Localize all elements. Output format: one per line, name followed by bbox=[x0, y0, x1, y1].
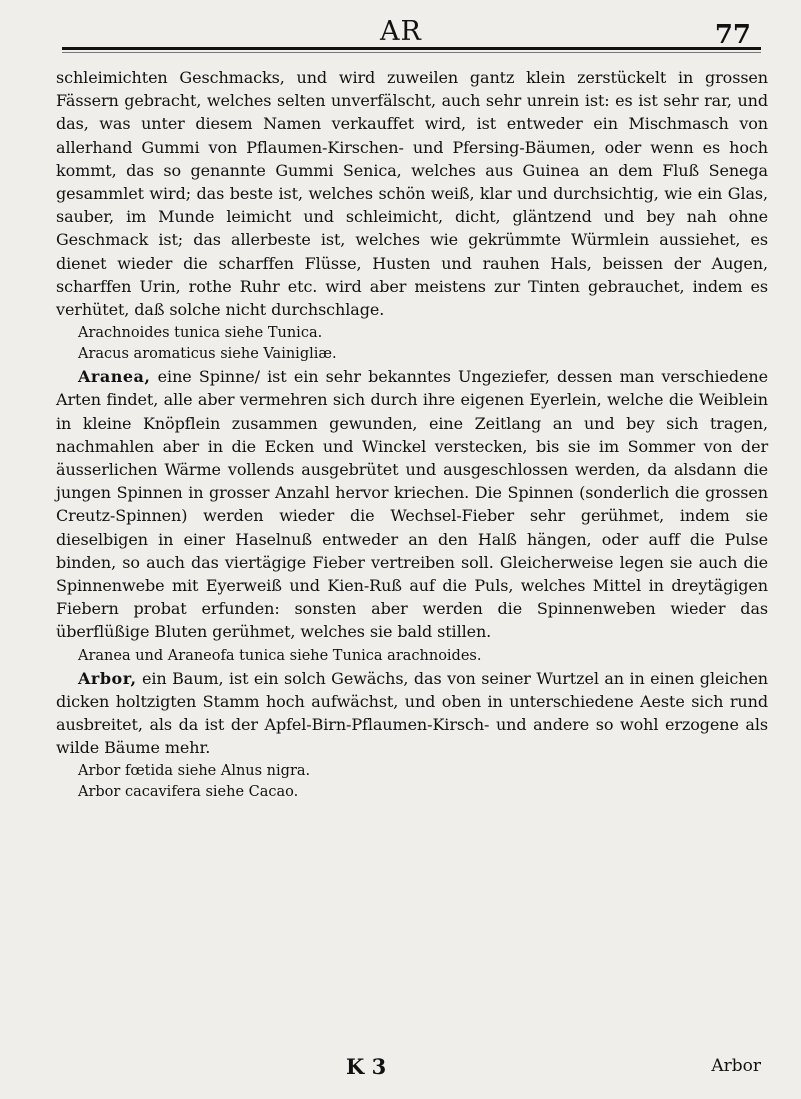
entry-lemma: Aranea, bbox=[78, 367, 151, 387]
page-footer bbox=[56, 1054, 761, 1084]
cross-reference: Aracus aromaticus siehe Vainigliæ. bbox=[78, 346, 337, 363]
header-rule-thin bbox=[62, 52, 761, 53]
entry-paragraph bbox=[56, 365, 768, 643]
page-number: 77 bbox=[714, 20, 751, 50]
entry-paragraph bbox=[56, 667, 768, 760]
entry-text: ein Baum, ist ein solch Gewächs, das von seiner Wurtzel an in einen gleichen dicken holtzigten Stamm hoch aufwächst, und oben in unterschiedene Aeste sich rund ausbreitet, als da ist der Apfel-Birn-Pflaumen-Kirsch- und andere so wohl erzogene als wilde Bäume mehr. bbox=[56, 668, 768, 758]
cross-reference: Aranea und Araneofa tunica siehe Tunica arachnoides. bbox=[78, 647, 482, 664]
cross-reference: Arbor cacavifera siehe Cacao. bbox=[78, 784, 299, 801]
catchword: Arbor bbox=[711, 1056, 761, 1076]
cross-reference: Arbor fœtida siehe Alnus nigra. bbox=[78, 763, 311, 780]
entry-text: eine Spinne/ ist ein sehr bekanntes Ungeziefer, dessen man verschiedene Arten findet, alle aber vermehren sich durch ihre eigenen Eyerlein, welche die Weiblein in kleine Knöpflein zusammen gewunden, eine Zeitlang an und bey sich tragen, nachmahlen aber in die Ecken und Winckel verstecken, bis sie im Sommer von der äusserlichen Wärme vollends ausgebrütet und ausgeschlossen werden, da alsdann die jungen Spinnen in grosser Anzahl hervor kriechen. Die Spinnen (sonderlich die grossen Creutz-Spinnen) werden wieder die Wechsel-Fieber sehr gerühmet, indem sie dieselbigen in einer Haselnuß entweder an den Halß hängen, oder auff die Pulse binden, so auch das viertägige Fieber vertreiben soll. Gleicherweise legen sie auch die Spinnenwebe mit Eyerweiß und Kien-Ruß auf die Puls, welches Mittel in dreytägigen Fiebern probat erfunden: sonsten aber werden die Spinnenweben wieder das überflüßige Bluten gerühmet, welches sie bald stillen. bbox=[56, 367, 768, 642]
page-body bbox=[56, 66, 768, 803]
cross-reference: Arachnoides tunica siehe Tunica. bbox=[78, 325, 323, 342]
entry-lemma: Arbor, bbox=[78, 668, 137, 688]
running-title: AR bbox=[380, 16, 422, 47]
page-header bbox=[60, 14, 761, 50]
signature-mark: K 3 bbox=[346, 1054, 387, 1079]
header-rule bbox=[62, 47, 761, 50]
continued-paragraph: schleimichten Geschmacks, und wird zuweilen gantz klein zerstückelt in grossen Fässern gebracht, welches selten unverfälscht, auch sehr unrein ist: es ist sehr rar, und das, was unter diesem Namen verkauffet wird, ist entweder ein Mischmasch von allerhand Gummi von Pflaumen-Kirschen- und Pfersing-Bäumen, oder wenn es hoch kommt, das so genannte Gummi Senica, welches aus Guinea an dem Fluß Senega gesammlet wird; das beste ist, welches schön weiß, klar und durchsichtig, wie ein Glas, sauber, im Munde leimicht und schleimicht, dicht, gläntzend und bey nah ohne Geschmack ist; das allerbeste ist, welches wie gekrümmte Würmlein aussiehet, es dienet wieder die scharffen Flüsse, Husten und rauhen Hals, beissen der Augen, scharffen Urin, rothe Ruhr etc. wird aber meistens zur Tinten gebrauchet, indem es verhütet, daß solche nicht durchschlage. bbox=[56, 68, 768, 320]
